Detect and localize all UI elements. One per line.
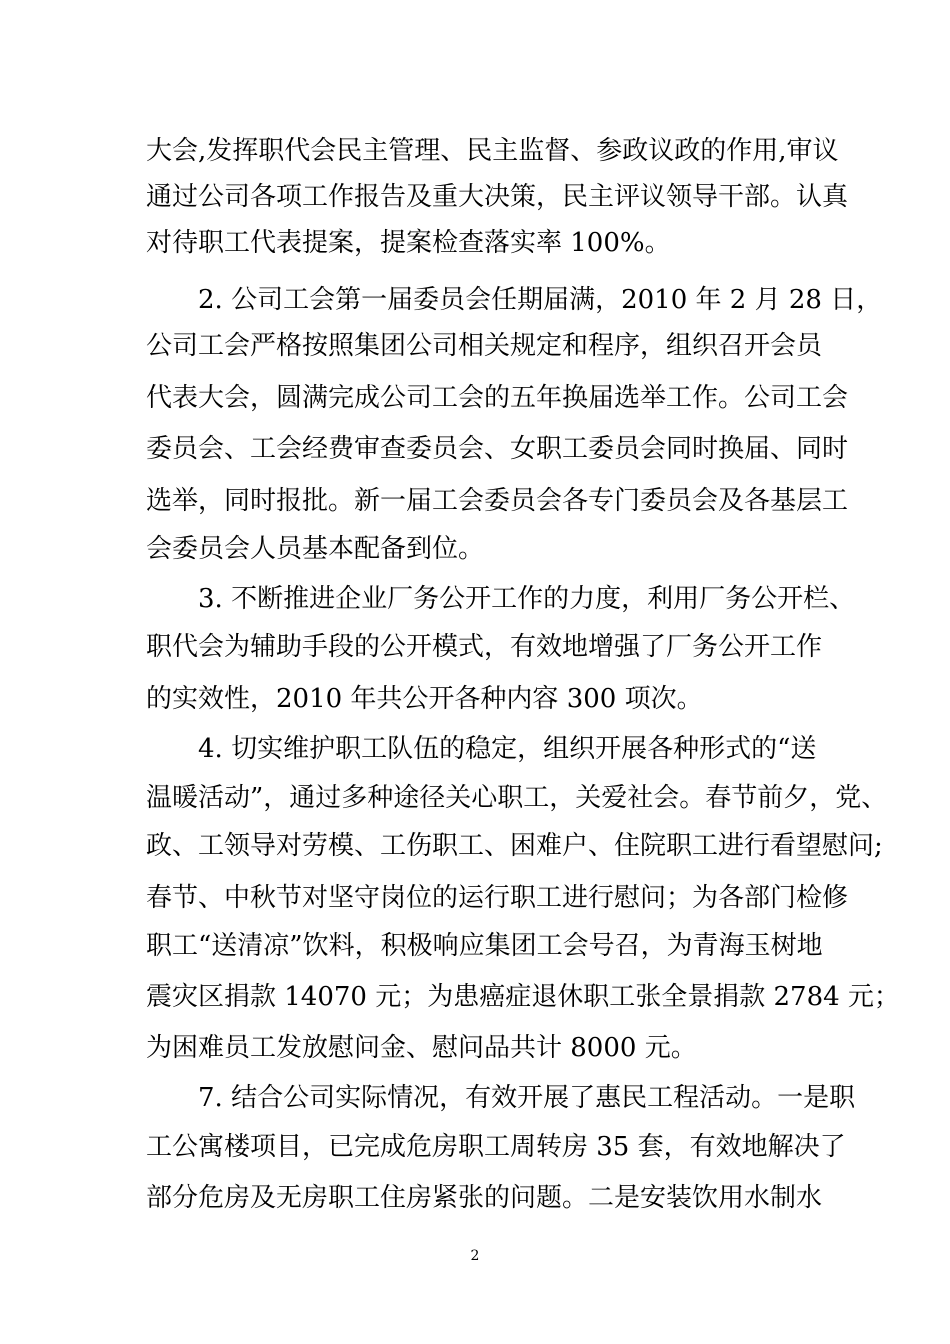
text-line: 职工“送清凉”饮料，积极响应集团工会号召，为青海玉树地 [146, 931, 823, 961]
text-line: 职代会为辅助手段的公开模式，有效地增强了厂务公开工作 [146, 632, 823, 662]
text-line: 政、工领导对劳模、工伤职工、困难户、住院职工进行看望慰问; [146, 831, 883, 861]
text-line: 选举，同时报批。新一届工会委员会各专门委员会及各基层工 [146, 486, 849, 516]
text-line: 震灾区捐款 14070 元；为患癌症退休职工张全景捐款 2784 元； [146, 982, 900, 1012]
text-line: 对待职工代表提案，提案检查落实率 100%。 [146, 228, 671, 258]
text-line: 的实效性，2010 年共公开各种内容 300 项次。 [146, 684, 703, 714]
text-line: 为困难员工发放慰问金、慰问品共计 8000 元。 [146, 1033, 697, 1063]
text-line: 温暖活动”，通过多种途径关心职工，关爱社会。春节前夕，党、 [146, 783, 888, 813]
paragraph-3-start: 3. 不断推进企业厂务公开工作的力度，利用厂务公开栏、 [198, 584, 856, 614]
text-line: 春节、中秋节对坚守岗位的运行职工进行慰问；为各部门检修 [146, 883, 849, 913]
text-line: 工公寓楼项目，已完成危房职工周转房 35 套，有效地解决了 [146, 1132, 846, 1162]
text-line: 代表大会，圆满完成公司工会的五年换届选举工作。公司工会 [146, 383, 849, 413]
text-line: 委员会、工会经费审查委员会、女职工委员会同时换届、同时 [146, 434, 849, 464]
page-number: 2 [470, 1248, 480, 1264]
text-line: 会委员会人员基本配备到位。 [146, 534, 485, 564]
text-line: 公司工会严格按照集团公司相关规定和程序，组织召开会员 [146, 331, 823, 361]
paragraph-7-start: 7. 结合公司实际情况，有效开展了惠民工程活动。一是职 [198, 1083, 856, 1113]
paragraph-4-start: 4. 切实维护职工队伍的稳定，组织开展各种形式的“送 [198, 734, 817, 764]
text-line: 通过公司各项工作报告及重大决策，民主评议领导干部。认真 [146, 182, 849, 212]
text-line: 部分危房及无房职工住房紧张的问题。二是安装饮用水制水 [146, 1183, 823, 1213]
paragraph-2-start: 2. 公司工会第一届委员会任期届满，2010 年 2 月 28 日， [198, 285, 883, 315]
text-line: 大会,发挥职代会民主管理、民主监督、参政议政的作用,审议 [146, 136, 839, 166]
